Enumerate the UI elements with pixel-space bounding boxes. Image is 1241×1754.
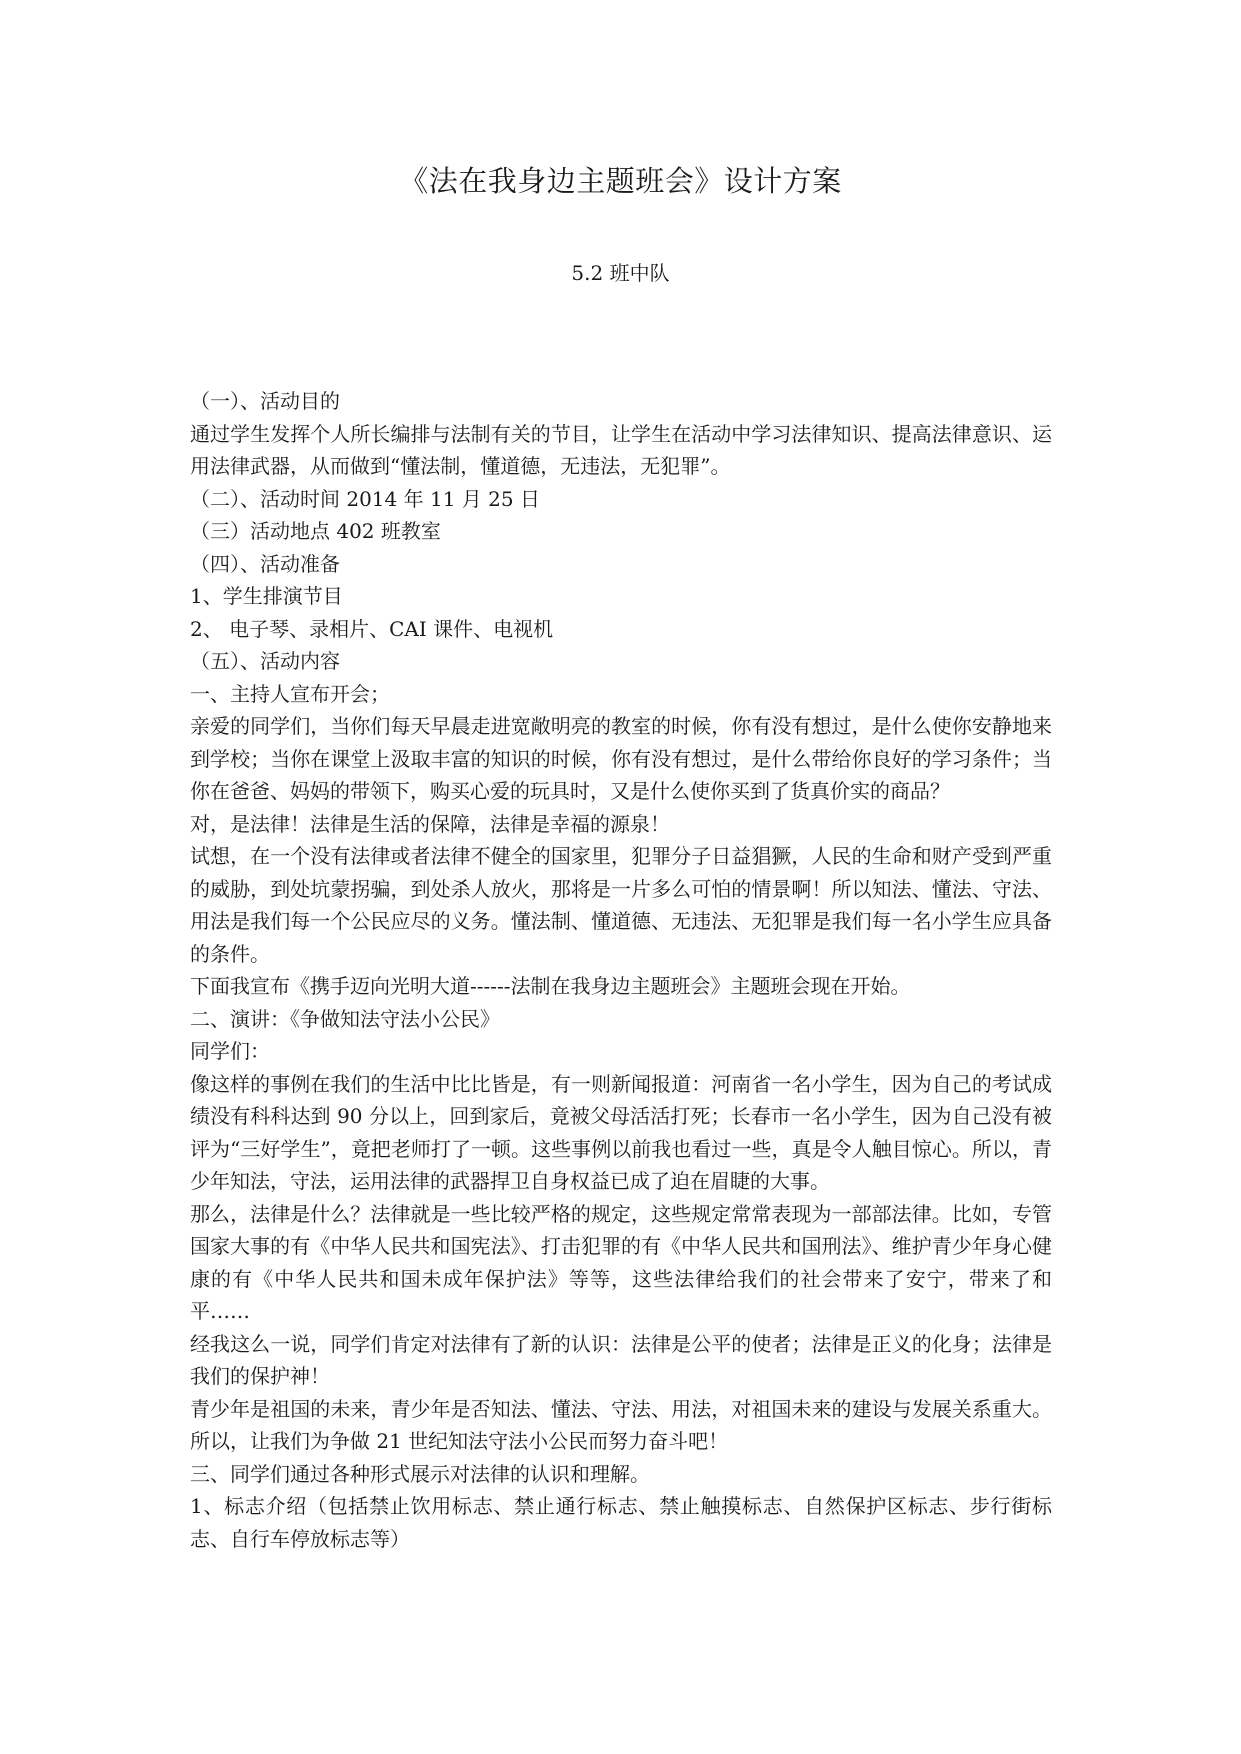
document-subtitle: 5.2 班中队 [571, 261, 670, 285]
paragraph-greeting: 同学们： [190, 1039, 270, 1063]
step-heading-demonstration: 三、同学们通过各种形式展示对法律的认识和理解。 [190, 1461, 650, 1486]
section-heading-purpose: （一）、活动目的 [190, 389, 340, 413]
paragraph-imagine: 试想，在一个没有法律或者法律不健全的国家里，犯罪分子日益猖獗，人民的生命和财产受到严重的威胁，到处坑蒙拐骗，到处杀人放火，那将是一片多么可怕的情景啊！所以知法、懂法、守法、用法是我们每一个公民应尽的义务。懂法制、懂道德、无违法、无犯罪是我们每一名小学生应具备的条件。 [190, 844, 1052, 966]
document-body [190, 385, 1052, 1555]
document-title: 《法在我身边主题班会》设计方案 [399, 164, 842, 198]
list-item-preparation-2: 2、 电子琴、录相片、CAI 课件、电视机 [190, 616, 554, 641]
section-heading-preparation: （四）、活动准备 [190, 551, 340, 576]
list-item-preparation-1: 1、学生排演节目 [190, 584, 343, 608]
step-heading-opening: 一、主持人宣布开会； [190, 681, 390, 706]
section-heading-time: （二）、活动时间 2014 年 11 月 25 日 [190, 486, 540, 511]
paragraph-what-is-law: 那么，法律是什么？法律就是一些比较严格的规定，这些规定常常表现为一部部法律。比如，专管国家大事的有《中华人民共和国宪法》、打击犯罪的有《中华人民共和国刑法》、维护青少年身心健康的有《中华人民共和国未成年保护法》等等，这些法律给我们的社会带来了安宁，带来了和平…… [190, 1201, 1052, 1323]
paragraph-announcement: 下面我宣布《携手迈向光明大道------法制在我身边主题班会》主题班会现在开始。 [190, 974, 911, 998]
paragraph-opening-speech: 亲爱的同学们，当你们每天早晨走进宽敞明亮的教室的时候，你有没有想过，是什么使你安静地来到学校；当你在课堂上汲取丰富的知识的时候，你有没有想过，是什么带给你良好的学习条件；当你在爸爸、妈妈的带领下，购买心爱的玩具时，又是什么使你买到了货真价实的商品？ [190, 714, 1052, 803]
paragraph-examples: 像这样的事例在我们的生活中比比皆是，有一则新闻报道：河南省一名小学生，因为自己的考试成绩没有科科达到 90 分以上，回到家后，竟被父母活活打死；长春市一名小学生，因为自己没有被评为“三好学生”，竟把老师打了一顿。这些事例以前我也看过一些，真是令人触目惊心。所以，青少年知法，守法，运用法律的武器捍卫自身权益已成了迫在眉睫的大事。 [190, 1071, 1052, 1193]
section-heading-content: （五）、活动内容 [190, 649, 340, 673]
paragraph-youth-future: 青少年是祖国的未来，青少年是否知法、懂法、守法、用法，对祖国未来的建设与发展关系重大。所以，让我们为争做 21 世纪知法守法小公民而努力奋斗吧！ [190, 1396, 1052, 1453]
step-heading-speech: 二、演讲：《争做知法守法小公民》 [190, 1006, 500, 1031]
paragraph-new-understanding: 经我这么一说，同学们肯定对法律有了新的认识：法律是公平的使者；法律是正义的化身；法律是我们的保护神！ [190, 1331, 1052, 1388]
paragraph-law-answer: 对，是法律！法律是生活的保障，法律是幸福的源泉！ [190, 811, 670, 836]
list-item-signs: 1、标志介绍（包括禁止饮用标志、禁止通行标志、禁止触摸标志、自然保护区标志、步行街标志、自行车停放标志等） [190, 1494, 1052, 1551]
section-heading-location: （三）活动地点 402 班教室 [190, 519, 441, 543]
paragraph-purpose: 通过学生发挥个人所长编排与法制有关的节目，让学生在活动中学习法律知识、提高法律意识、运用法律武器，从而做到“懂法制，懂道德，无违法，无犯罪”。 [190, 421, 1052, 478]
